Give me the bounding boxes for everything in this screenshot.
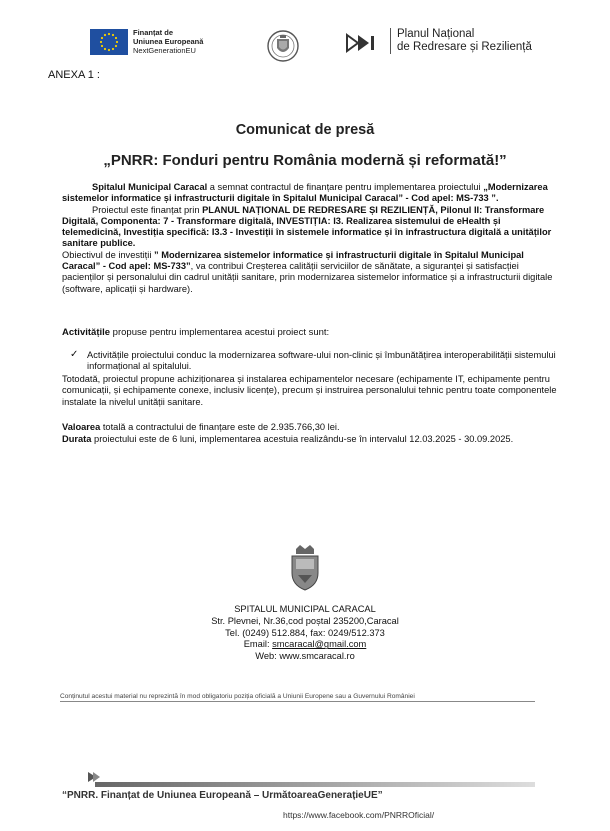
paragraph-1 [62,182,562,205]
contact-block [0,604,610,663]
email-label: Email: [243,639,273,650]
p3-text-1: Obiectivul de investiții [62,249,154,260]
objective-title: ” Modernizarea sistemelor informatice și infrastructurii digitale în Spitalul Municipal Caracal” - Cod apel: MS-733” [62,249,524,272]
eu-line-1: Finanțat de [133,28,174,37]
disclaimer: Conținutul acestui material nu reprezintă în mod obligatoriu poziția oficială a Uniunii Europene sau a Guvernului României [60,693,535,702]
p2-text: Proiectul este finanțat prin [92,204,203,215]
value-text: totală a contractului de finanțare este de 2.935.766,30 lei. [100,422,340,432]
duration-bold: Durata [62,434,92,444]
footer-bar [95,774,535,779]
hospital-address: Str. Plevnei, Nr.36,cod poștal 235200,Caracal [211,615,399,626]
hospital-email-row [0,639,610,651]
body-text [62,182,562,295]
project-title: „Modernizarea sistemelor informatice și infrastructurii digitale în Spitalul Municipal Caracal” - Cod apel: MS-733 ”. [62,182,548,204]
contract-value [62,422,562,433]
pnrr-investment: PLANUL NAȚIONAL DE REDRESARE ȘI REZILIENȚĂ, Pilonul II: Transformare Digitală, Componenta: 7 - Transformare digitală, INVESTIȚIA: I3. Realizarea sistemului de eHealth și telemedicină, Investiția specifică: I3.3 - Investiții în sistemele informatice și în infrastructura digitală a unităților sanitare publice. [62,204,552,249]
equipment-paragraph: Totodată, proiectul propune achiziționarea și instalarea echipamentelor necesare (echipamente IT, echipamente pentru comunicații, și echipamente conexe, inclusiv licențe), precum și instruirea personalului tehnic pentru toate componentele instalate la nivelul unității sanitare. [62,374,557,407]
footer-arrow-icon [87,770,101,788]
eu-line-3: NextGenerationEU [133,46,196,55]
p3-text-2: , va contribui Creșterea calității serviciilor de sănătate, a siguranței și satisfacției pacienților și personalului din cadrul unității sanitare, prin modernizarea sistemelor informatice și a infrastructurii digitale (software, aplicații și hardware). [62,261,553,294]
p1-text: a semnat contractul de finanțare pentru implementarea proiectului [207,182,484,192]
eu-funding-label [133,28,203,55]
annex-label: ANEXA 1 : [48,69,100,81]
activities-text: propuse pentru implementarea acestui proiect sunt: [110,327,330,338]
government-seal-icon [266,26,300,66]
page-title: Comunicat de presă [235,122,375,138]
footer-slogan: “PNRR. Finanțat de Uniunea Europeană – UrmătoareaGenerațieUE” [62,790,383,801]
pnrr-logo-icon [346,33,376,53]
paragraph-3 [62,250,562,295]
city-coat-of-arms-icon [288,545,322,591]
pnrr-line-2: de Redresare și Reziliență [397,41,532,53]
hospital-name-footer: SPITALUL MUNICIPAL CARACAL [234,604,376,614]
duration-text: proiectului este de 6 luni, implementarea acestuia realizându-se în intervalul 12.03.2025 - 30.09.2025. [91,434,514,444]
paragraph-2 [62,205,562,250]
activity-bullet: Activitățile proiectului conduc la modernizarea software-ului non-clinic și îmbunătățirea interoperabilității sistemului informațional al spitalului. [87,350,556,372]
eu-line-2: Uniunea Europeană [133,37,204,46]
activities-heading [62,327,329,338]
pnrr-label [390,28,532,54]
value-bold: Valoarea [62,422,101,432]
activities-bold: Activitățile [62,327,111,338]
checkmark-icon: ✓ [70,349,79,360]
hospital-web[interactable]: Web: www.smcaracal.ro [255,651,355,662]
footer-facebook-link[interactable]: https://www.facebook.com/PNRROficial/ [283,810,435,820]
page-subtitle: „PNRR: Fonduri pentru România modernă și reformată!” [103,152,507,169]
project-duration [62,434,582,445]
pnrr-line-1: Planul Național [397,28,475,40]
email-link[interactable]: smcaracal@gmail.com [272,639,367,650]
hospital-phone: Tel. (0249) 512.884, fax: 0249/512.373 [225,627,385,638]
eu-flag-logo [90,29,128,55]
hospital-name: Spitalul Municipal Caracal [92,182,208,192]
